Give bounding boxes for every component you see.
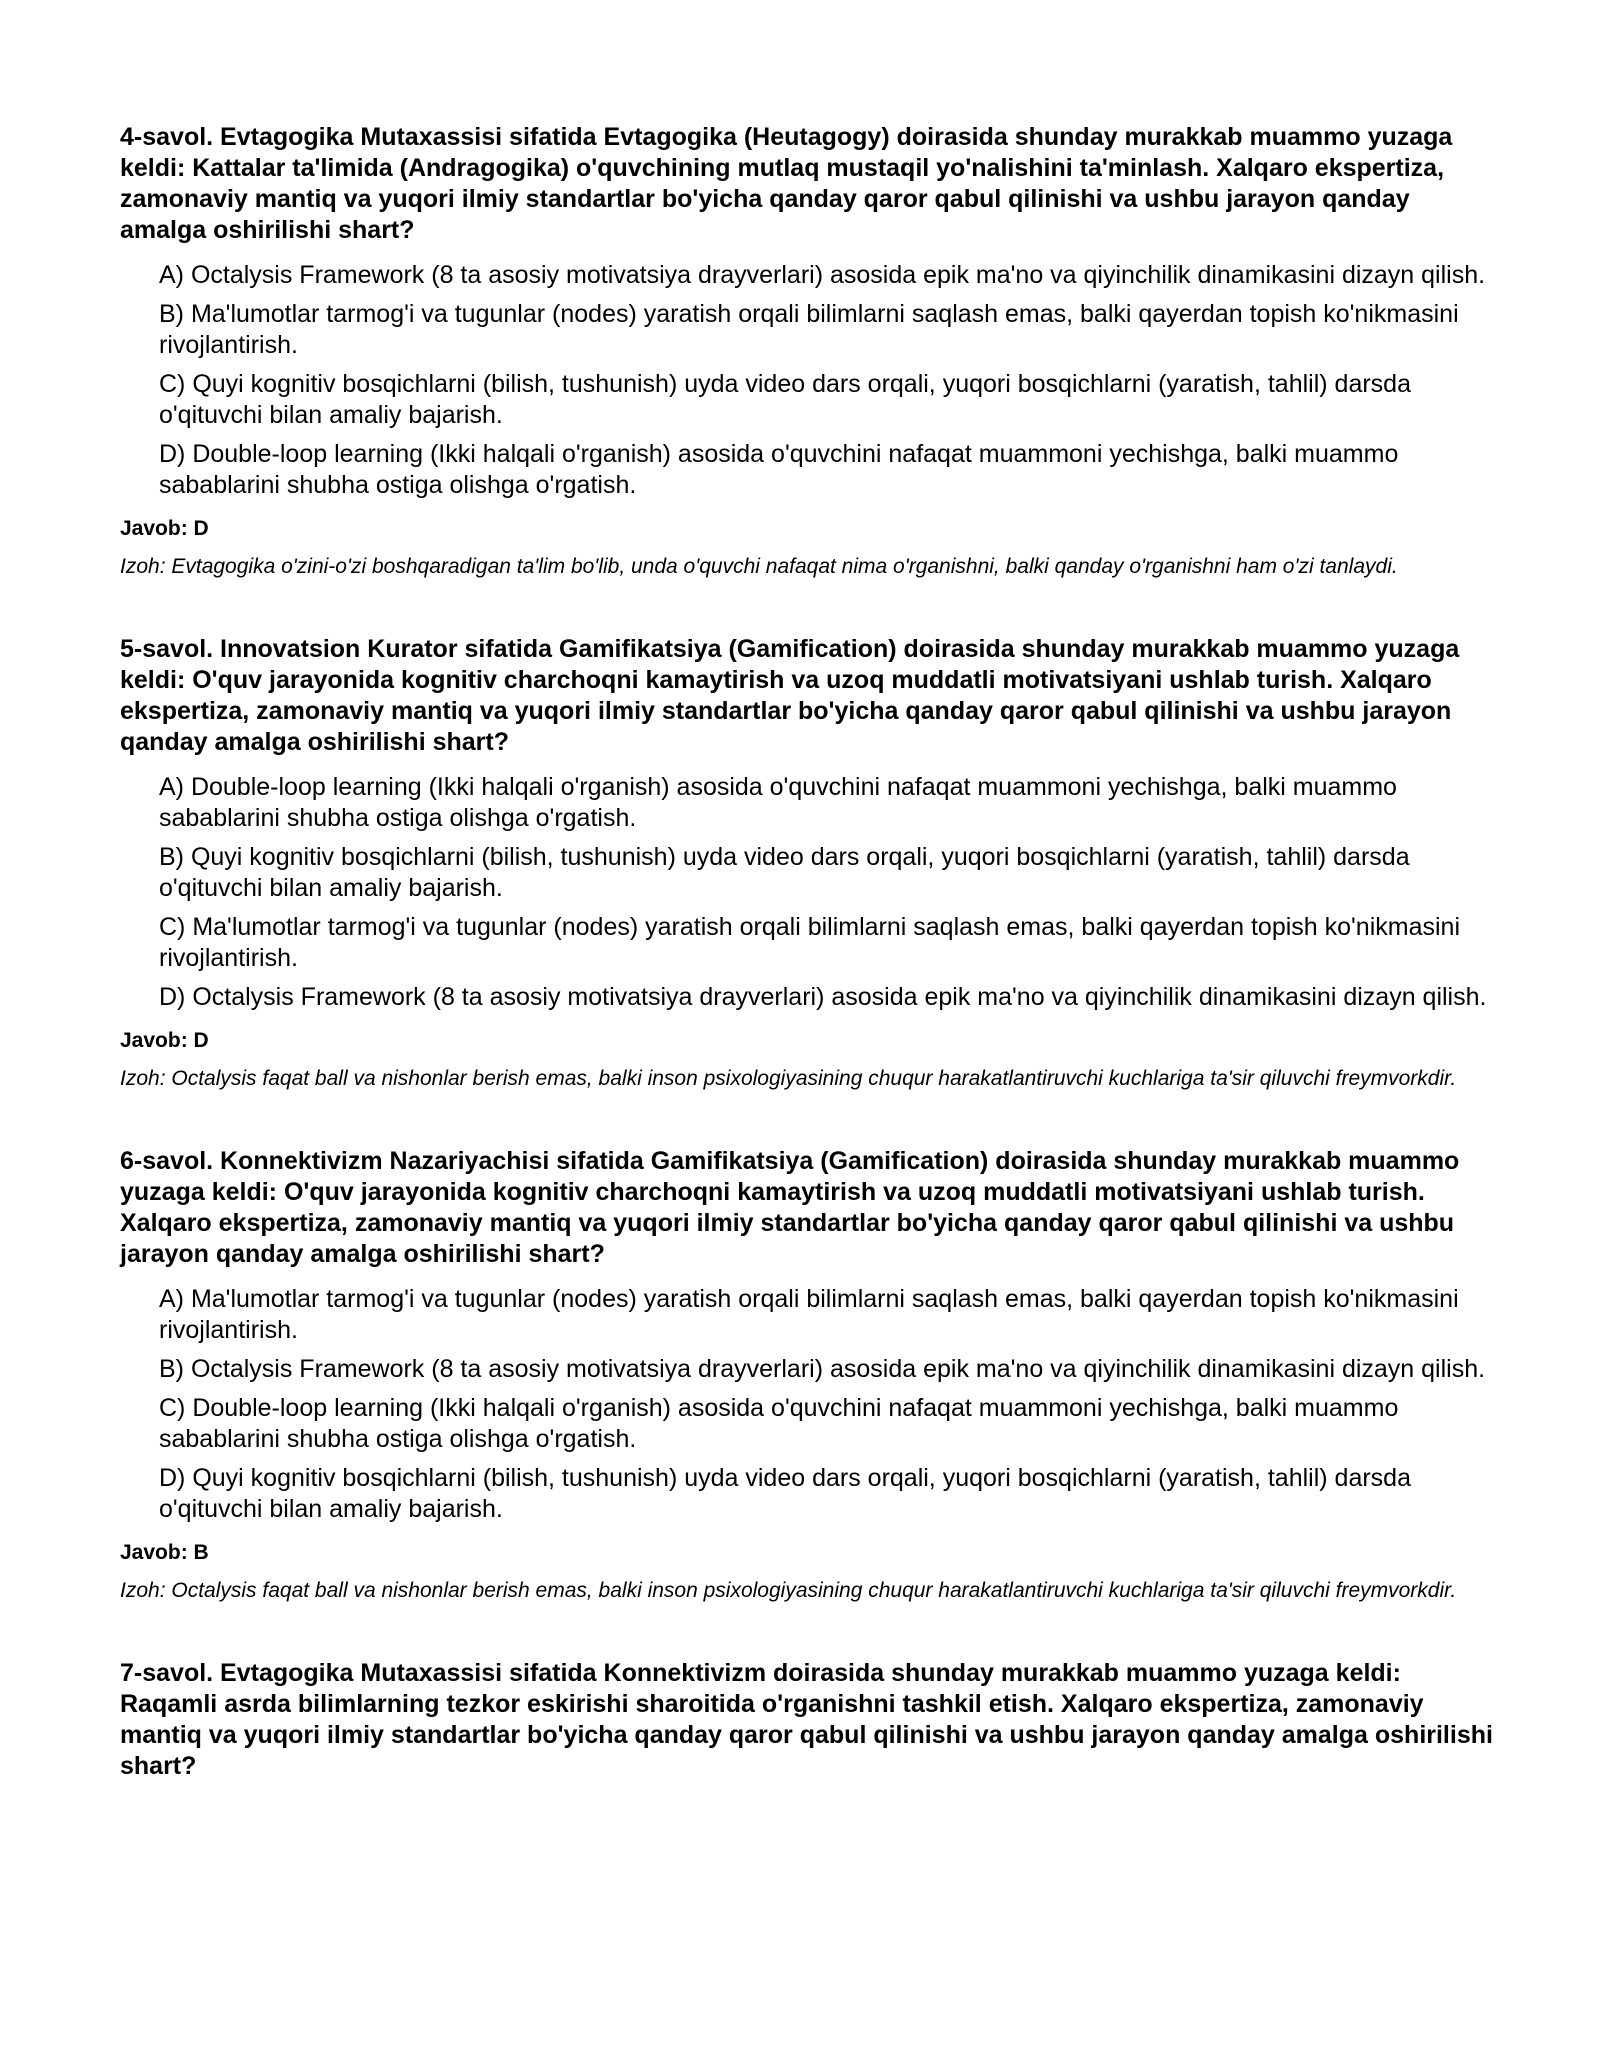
answer-label: Javob: D: [120, 1029, 209, 1052]
option-c: C) Quyi kognitiv bosqichlarni (bilish, tushunish) uyda video dars orqali, yuqori bosqichlarni (yaratish, tahlil) darsda o'qituvchi bilan amaliy bajarish.: [159, 370, 1411, 429]
option-d: D) Octalysis Framework (8 ta asosiy motivatsiya drayverlari) asosida epik ma'no va qiyinchilik dinamikasini dizayn qilish.: [159, 983, 1487, 1011]
question-title: 6-savol. Konnektivizm Nazariyachisi sifatida Gamifikatsiya (Gamification) doirasida shunday murakkab muammo yuzaga keldi: O'quv jarayonida kognitiv charchoqni kamaytirish va uzoq muddatli motivatsiyani ushlab turish. Xalqaro ekspertiza, zamonaviy mantiq va yuqori ilmiy standartlar bo'yicha qanday qaror qabul qilinishi va ushbu jarayon qanday amalga oshirilishi shart?: [120, 1147, 1460, 1268]
question-title: 7-savol. Evtagogika Mutaxassisi sifatida Konnektivizm doirasida shunday murakkab muammo yuzaga keldi: Raqamli asrda bilimlarning tezkor eskirishi sharoitida o'rganishni tashkil etish. Xalqaro ekspertiza, zamonaviy mantiq va yuqori ilmiy standartlar bo'yicha qanday qaror qabul qilinishi va ushbu jarayon qanday amalga oshirilishi shart?: [120, 1659, 1493, 1780]
question-7: [120, 1658, 1500, 1782]
option-d: D) Double-loop learning (Ikki halqali o'rganish) asosida o'quvchini nafaqat muammoni yechishga, balki muammo sabablarini shubha ostiga olishga o'rgatish.: [159, 440, 1399, 499]
option-a: A) Double-loop learning (Ikki halqali o'rganish) asosida o'quvchini nafaqat muammoni yechishga, balki muammo sabablarini shubha ostiga olishga o'rgatish.: [159, 773, 1397, 832]
answer-label: Javob: D: [120, 517, 209, 540]
option-a: A) Octalysis Framework (8 ta asosiy motivatsiya drayverlari) asosida epik ma'no va qiyinchilik dinamikasini dizayn qilish.: [159, 261, 1486, 289]
question-title: 5-savol. Innovatsion Kurator sifatida Gamifikatsiya (Gamification) doirasida shunday murakkab muammo yuzaga keldi: O'quv jarayonida kognitiv charchoqni kamaytirish va uzoq muddatli motivatsiyani ushlab turish. Xalqaro ekspertiza, zamonaviy mantiq va yuqori ilmiy standartlar bo'yicha qanday qaror qabul qilinishi va ushbu jarayon qanday amalga oshirilishi shart?: [120, 635, 1460, 756]
option-b: B) Quyi kognitiv bosqichlarni (bilish, tushunish) uyda video dars orqali, yuqori bosqichlarni (yaratish, tahlil) darsda o'qituvchi bilan amaliy bajarish.: [159, 843, 1410, 902]
option-a: A) Ma'lumotlar tarmog'i va tugunlar (nodes) yaratish orqali bilimlarni saqlash emas, balki qayerdan topish ko'nikmasini rivojlantirish.: [159, 1285, 1459, 1344]
question-title: 4-savol. Evtagogika Mutaxassisi sifatida Evtagogika (Heutagogy) doirasida shunday murakkab muammo yuzaga keldi: Kattalar ta'limida (Andragogika) o'quvchining mutlaq mustaqil yo'nalishini ta'minlash. Xalqaro ekspertiza, zamonaviy mantiq va yuqori ilmiy standartlar bo'yicha qanday qaror qabul qilinishi va ushbu jarayon qanday amalga oshirilishi shart?: [120, 123, 1453, 244]
option-c: C) Ma'lumotlar tarmog'i va tugunlar (nodes) yaratish orqali bilimlarni saqlash emas, balki qayerdan topish ko'nikmasini rivojlantirish.: [159, 913, 1461, 972]
document-page: [120, 122, 1500, 1834]
question-4: [120, 122, 1500, 582]
option-b: B) Octalysis Framework (8 ta asosiy motivatsiya drayverlari) asosida epik ma'no va qiyinchilik dinamikasini dizayn qilish.: [159, 1355, 1486, 1383]
option-d: D) Quyi kognitiv bosqichlarni (bilish, tushunish) uyda video dars orqali, yuqori bosqichlarni (yaratish, tahlil) darsda o'qituvchi bilan amaliy bajarish.: [159, 1464, 1411, 1523]
option-c: C) Double-loop learning (Ikki halqali o'rganish) asosida o'quvchini nafaqat muammoni yechishga, balki muammo sabablarini shubha ostiga olishga o'rgatish.: [159, 1394, 1399, 1453]
answer-label: Javob: B: [120, 1541, 209, 1564]
question-5: [120, 634, 1500, 1094]
explanation-note: Izoh: Octalysis faqat ball va nishonlar berish emas, balki inson psixologiyasining chuqur harakatlantiruvchi kuchlariga ta'sir qiluvchi freymvorkdir.: [120, 1067, 1457, 1090]
option-b: B) Ma'lumotlar tarmog'i va tugunlar (nodes) yaratish orqali bilimlarni saqlash emas, balki qayerdan topish ko'nikmasini rivojlantirish.: [159, 300, 1459, 359]
question-6: [120, 1146, 1500, 1606]
explanation-note: Izoh: Evtagogika o'zini-o'zi boshqaradigan ta'lim bo'lib, unda o'quvchi nafaqat nima o'rganishni, balki qanday o'rganishni ham o'zi tanlaydi.: [120, 555, 1398, 578]
explanation-note: Izoh: Octalysis faqat ball va nishonlar berish emas, balki inson psixologiyasining chuqur harakatlantiruvchi kuchlariga ta'sir qiluvchi freymvorkdir.: [120, 1579, 1457, 1602]
